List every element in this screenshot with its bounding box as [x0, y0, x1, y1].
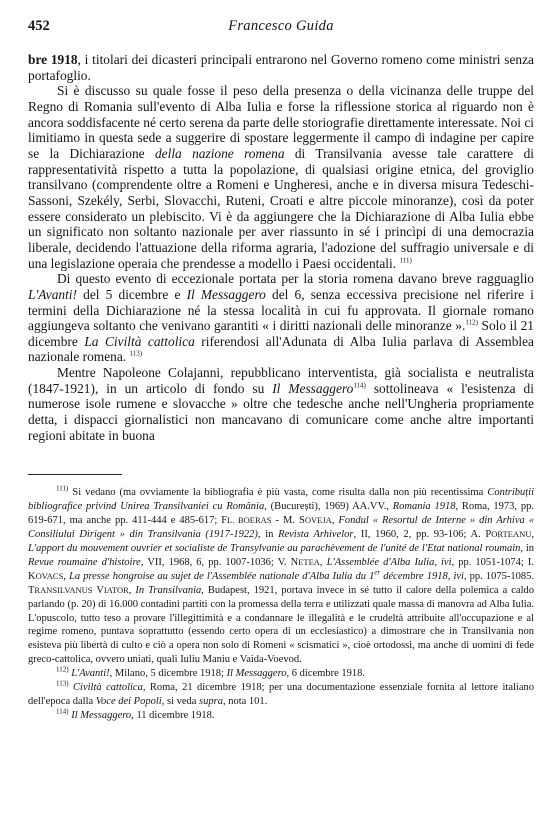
italic-text: décembre 1918, ivi — [380, 570, 464, 582]
text-run: , Budapest, 1921, portava invece in sé tutto il calore della polemica a caldo parlando (p. 20) di 16.000 contadini partiti con la promessa della terra e utilizzati quale massa di manovra ad Alba Iulia. L'opuscolo, tutto teso a provare l'illegittimità e a condannare le illegalità e le crudeltà attribuite all'occupazione e al regime romeno, puntava soprattutto (essendo certo opera di un ecclesiastico) a dimostrare che in Transilvania non esisteva più libertà di culto e ciò a opera non solo di Romeni « scismatici », cioè ortodossi, ma anche di uomini di fede greco-cattolica, ovvero uniati, quali Iuliu Maniu e Vaida-Voevod. — [28, 584, 534, 666]
text-run: , in — [520, 543, 534, 555]
paragraph-4 — [28, 365, 534, 443]
text-run: , — [128, 584, 136, 596]
footnote-111 — [28, 486, 534, 667]
page-number: 452 — [28, 18, 50, 34]
paragraph-2 — [28, 83, 534, 271]
footnote-ref-114: 114) — [353, 381, 366, 390]
text-run: , — [63, 570, 70, 582]
smallcaps-text: OVACS — [35, 570, 64, 581]
italic-text: L'Avanti! — [28, 286, 77, 302]
footnote-114 — [28, 709, 534, 723]
footnote-113 — [28, 681, 534, 709]
italic-text: L'apport du mouvement ouvrier et socialiste de Transylvanie au parachèvement de l'unité de l'Etat national roumain — [28, 543, 521, 555]
text-run: del 5 dicembre e — [77, 286, 187, 302]
italic-text: Il Messaggero — [226, 668, 287, 680]
running-head-author: Francesco Guida — [228, 18, 334, 34]
italic-text: L'Avanti! — [71, 668, 110, 680]
footnote-number: 114) — [56, 707, 69, 716]
italic-text: Fondul « Resortul de Interne » din Arhiva « Consiliului Dirigent » din Transilvania (1917-1922) — [28, 515, 535, 541]
text-run: , pp. 1051-1074; I. K — [28, 556, 534, 582]
smallcaps-text: ETEA — [298, 556, 320, 567]
italic-text: La Civiltà cattolica — [84, 333, 195, 349]
text-run: , 6 dicembre 1918. — [286, 668, 365, 680]
italic-text: Voce dei Popoli — [95, 696, 162, 707]
text-run: , Roma, 1973, pp. 619-671, ma anche pp. 411-444 e 485-617; F — [28, 501, 534, 527]
italic-text: della nazione romena — [154, 145, 285, 161]
italic-text: Il Messaggero — [272, 380, 354, 396]
italic-text: supra — [199, 696, 223, 707]
text-run: Solo il 21 dicembre — [28, 318, 534, 349]
italic-text: Il Messaggero — [186, 286, 266, 302]
text-run: , II, 1960, 2, pp. 93-106; A. P — [353, 529, 492, 541]
italic-text: Civiltà cattolica — [73, 682, 143, 694]
text-run: , pp. 1075-1085. T — [28, 570, 535, 596]
italic-text: In Transilvania — [135, 584, 202, 596]
text-run: Si è discusso su quale fosse il peso della presenza o della vicinanza delle truppe del Regno di Romania sull'evento di Alba Iulia e forse la riflessione storica al riguardo non è ancora soddisfacente né certo serena da parte delle storiografie direttamente interessate. Noi ci limitiamo in questa sede a suggerire di spostare leggermente il campo di indagine per capire se la Dichiarazione — [28, 83, 534, 161]
text-run: di Transilvania avesse tale carattere di rappresentatività rispetto a tutta la popolazione, di qualsiasi origine etnica, del groviglio transilvano (comprendente oltre a Romeni e Ungheresi, anche e in diversa misura Tedeschi-Sassoni, Szekély, Serbi, Slovacchi, Ruteni, Croati e altre piccole minoranze), così da poter essere considerato un plebiscito. Vi è da aggiungere che la Dichiarazione di Alba Iulia ebbe un significato non soltanto nazionale per aver riassunto in sé i princìpi di una democrazia liberale, decidendo l'attuazione della riforma agraria, l'adozione del suffragio universale e di una legislazione operaia che prendesse a modello i Paesi occidentali. — [28, 145, 534, 271]
text-run: , in — [257, 529, 279, 541]
text-run: , — [331, 515, 339, 527]
paragraph-1 — [28, 52, 534, 83]
footnote-ref-113: 113) — [129, 350, 143, 358]
paragraph-3 — [28, 271, 534, 365]
italic-text: Revue roumaine d'histoire — [28, 556, 141, 568]
smallcaps-text: IATOR — [103, 584, 129, 595]
text-run: , VII, 1968, 6, pp. 1007-1036; V. N — [140, 556, 299, 568]
text-run: , (București), 1969) AA.VV., — [264, 501, 393, 513]
text-run: sottolineava « l'esistenza di numerose isole rumene e slovacche » oltre che tedesche anche nell'Ungheria propriamente detta, i dispacci giornalistici non mancavano di comunicare come anche altre importanti regioni abitate in buona — [28, 380, 534, 443]
footnote-ref-112: 112) — [465, 318, 478, 327]
text-run: Si vedano (ma ovviamente la bibliografia è più vasta, come risulta dalla non più recentissima — [68, 487, 488, 499]
text-run: - M. S — [271, 515, 305, 527]
smallcaps-text: OVEJA — [304, 515, 332, 526]
text-run: riferendosi all'Adunata di Alba Iulia parlava di Assemblea nazionale romena. — [28, 333, 534, 365]
bold-text: bre 1918 — [28, 52, 78, 67]
smallcaps-text: ORTEANU — [491, 529, 532, 540]
text-run: , 11 dicembre 1918. — [131, 709, 215, 721]
italic-text: La presse hongroise au sujet de l'Assemblée nationale d'Alba Iulia du 1 — [69, 570, 375, 582]
text-run: , — [531, 529, 534, 541]
footnote-number: 112) — [56, 665, 69, 674]
text-run: V — [92, 584, 104, 596]
text-run: , Milano, 5 dicembre 1918; — [109, 668, 227, 680]
text-run: Di questo evento di eccezionale portata per la storia romena davano breve ragguaglio — [57, 271, 534, 287]
footnote-number: 113) — [56, 679, 69, 688]
page-header — [28, 18, 534, 40]
italic-text: L'Assemblée d'Alba Iulia, ivi — [326, 556, 452, 568]
book-page — [28, 18, 534, 723]
smallcaps-text: L. BOERAS — [227, 515, 272, 526]
superscript-text: er — [374, 568, 381, 577]
text-run: del 6, senza eccessiva precisione nel riferire i termini della Dichiarazione né la stessa località in cui fu approvata. Il giornale romano aggiungeva soltanto che venivano garantiti « i diritti nazionali delle minoranze ». — [28, 286, 534, 334]
italic-text: Contribuții bibliografice privind Unirea Transilvaniei cu România — [28, 487, 534, 513]
text-run: , si veda — [161, 696, 200, 707]
italic-text: Il Messaggero — [71, 709, 132, 721]
footnote-112 — [28, 667, 534, 681]
text-run: , nota 101. — [222, 696, 268, 707]
body-text — [28, 52, 534, 443]
text-run: , i titolari dei dicasteri principali entrarono nel Governo romeno come ministri senza portafoglio. — [28, 52, 534, 83]
footnote-divider — [28, 474, 122, 475]
italic-text: Romania 1918 — [392, 501, 456, 513]
text-run: Mentre Napoleone Colajanni, repubblicano interventista, già socialista e neutralista (1847-1921), in un articolo di fondo su — [28, 365, 534, 396]
text-run: , — [319, 556, 327, 568]
footnote-number: 111) — [56, 484, 69, 493]
text-run: , Roma, 21 dicembre 1918; per una documentazione essenziale fornita al lettore italiano dell'epoca dalla — [28, 682, 535, 707]
footnote-ref-111: 111) — [399, 256, 412, 265]
footnotes — [28, 486, 534, 722]
smallcaps-text: RANSILVANUS — [34, 584, 93, 595]
italic-text: Revista Arhivelor — [278, 529, 354, 541]
